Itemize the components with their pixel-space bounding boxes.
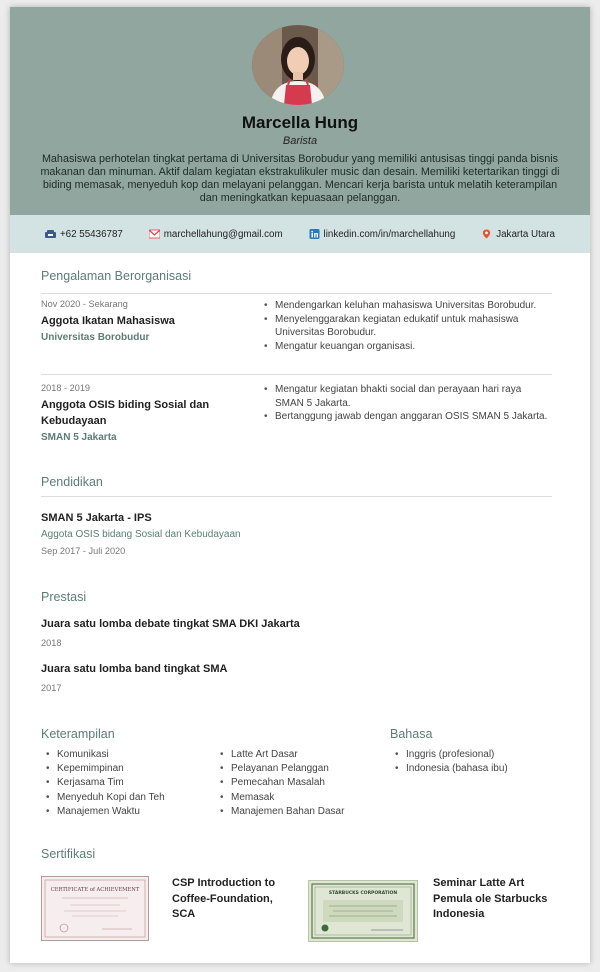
list-item: • Latte Art Dasar bbox=[218, 748, 383, 762]
list-item: • Kepemimpinan bbox=[44, 762, 219, 776]
skills-list-2 bbox=[218, 748, 383, 819]
email-text: marchellahung@gmail.com bbox=[163, 228, 283, 240]
skills-list-1 bbox=[44, 748, 219, 819]
achievements-section bbox=[41, 590, 552, 693]
contact-phone[interactable] bbox=[45, 229, 123, 240]
section-title-languages: Bahasa bbox=[390, 727, 433, 741]
list-item: • Manajemen Waktu bbox=[44, 805, 219, 819]
list-item: • Indonesia (bahasa ibu) bbox=[393, 762, 558, 776]
linkedin-icon bbox=[309, 229, 320, 239]
education-detail: Aggota OSIS bidang Sosial dan Kebudayaan bbox=[41, 529, 241, 540]
contact-email[interactable] bbox=[149, 229, 283, 240]
profile-summary: Mahasiswa perhotelan tingkat pertama di Universitas Borobudur yang memiliki antusisas tinggi panda bisnis makanan dan minuman. Aktif dalam kegiatan ekstrakulikuler music dan desain. Memiliki ketertarikan tinggi di biding memasak, menyeduh kop dan melayani pelanggan. Mencari kerja barista untuk melatih keterampilan dan meningkatkan kepuasaan pelanggan. bbox=[40, 153, 560, 204]
contact-bar bbox=[10, 215, 590, 253]
experience-bullets bbox=[262, 299, 552, 353]
divider-row bbox=[41, 374, 552, 375]
location-text: Jakarta Utara bbox=[496, 228, 556, 240]
phone-icon bbox=[45, 229, 56, 239]
list-item: • Manajemen Bahan Dasar bbox=[218, 805, 383, 819]
experience-org: SMAN 5 Jakarta bbox=[41, 432, 117, 443]
list-item: • Pemecahan Masalah bbox=[218, 776, 383, 790]
section-title-education: Pendidikan bbox=[41, 475, 103, 489]
list-item: • Pelayanan Pelanggan bbox=[218, 762, 383, 776]
list-item: • Mengatur kegiatan bhakti social dan perayaan hari raya SMAN 5 Jakarta. bbox=[262, 383, 552, 410]
experience-date: 2018 - 2019 bbox=[41, 383, 91, 393]
education-section bbox=[41, 475, 552, 556]
experience-position: Aggota Ikatan Mahasiswa bbox=[41, 315, 175, 327]
section-title-skills: Keterampilan bbox=[41, 727, 115, 741]
list-item: • Mengatur keuangan organisasi. bbox=[262, 340, 552, 354]
contact-linkedin[interactable] bbox=[309, 229, 456, 240]
list-item: • Komunikasi bbox=[44, 748, 219, 762]
profile-photo bbox=[252, 25, 344, 105]
job-role: Barista bbox=[282, 135, 318, 147]
list-item: • Kerjasama Tim bbox=[44, 776, 219, 790]
achievement-name: Juara satu lomba band tingkat SMA bbox=[41, 663, 228, 675]
achievement-year: 2018 bbox=[41, 638, 62, 648]
languages-list bbox=[393, 748, 558, 776]
experience-org: Universitas Borobudur bbox=[41, 332, 150, 343]
location-pin-icon bbox=[481, 229, 492, 239]
list-item: • Bertanggung jawab dengan anggaran OSIS SMAN 5 Jakarta. bbox=[262, 410, 552, 424]
list-item: • Menyelenggarakan kegiatan edukatif untuk mahasiswa Universitas Borobudur. bbox=[262, 313, 552, 340]
experience-position: Anggota OSIS biding Sosial dan Kebudayaan bbox=[41, 399, 210, 427]
achievement-year: 2017 bbox=[41, 683, 62, 693]
certificate-heading: STARBUCKS CORPORATION bbox=[328, 891, 398, 896]
linkedin-text: linkedin.com/in/marchellahung bbox=[323, 228, 456, 240]
certificate-title: CSP Introduction to Coffee-Foundation, SCA bbox=[172, 877, 276, 920]
experience-date: Nov 2020 - Sekarang bbox=[41, 299, 128, 309]
section-title-achievements: Prestasi bbox=[41, 590, 87, 604]
section-title-experience: Pengalaman Berorganisasi bbox=[41, 269, 192, 283]
phone-text: +62 55436787 bbox=[59, 228, 123, 240]
divider bbox=[41, 293, 552, 294]
list-item: • Menyeduh Kopi dan Teh bbox=[44, 791, 219, 805]
resume-header bbox=[10, 7, 590, 215]
resume-page bbox=[10, 7, 590, 963]
list-item: • Memasak bbox=[218, 791, 383, 805]
certificate-title: Seminar Latte Art Pemula ole Starbucks Indonesia bbox=[433, 877, 548, 920]
person-name: Marcella Hung bbox=[241, 113, 359, 132]
section-title-certifications: Sertifikasi bbox=[41, 847, 96, 861]
education-date: Sep 2017 - Juli 2020 bbox=[41, 546, 126, 556]
list-item: • Mendengarkan keluhan mahasiswa Universitas Borobudur. bbox=[262, 299, 552, 313]
education-school: SMAN 5 Jakarta - IPS bbox=[41, 512, 152, 524]
languages-section bbox=[390, 727, 560, 775]
divider bbox=[41, 374, 552, 375]
achievement-name: Juara satu lomba debate tingkat SMA DKI Jakarta bbox=[41, 618, 300, 630]
mail-icon bbox=[149, 229, 160, 239]
certificate-heading: CERTIFICATE of ACHIEVEMENT bbox=[50, 887, 140, 893]
certificate-image[interactable] bbox=[308, 880, 418, 942]
certificate-image[interactable] bbox=[41, 876, 149, 941]
experience-section bbox=[41, 269, 552, 294]
experience-bullets bbox=[262, 383, 552, 424]
certifications-section bbox=[41, 847, 552, 861]
divider bbox=[41, 496, 552, 497]
list-item: • Inggris (profesional) bbox=[393, 748, 558, 762]
contact-location bbox=[481, 229, 555, 240]
